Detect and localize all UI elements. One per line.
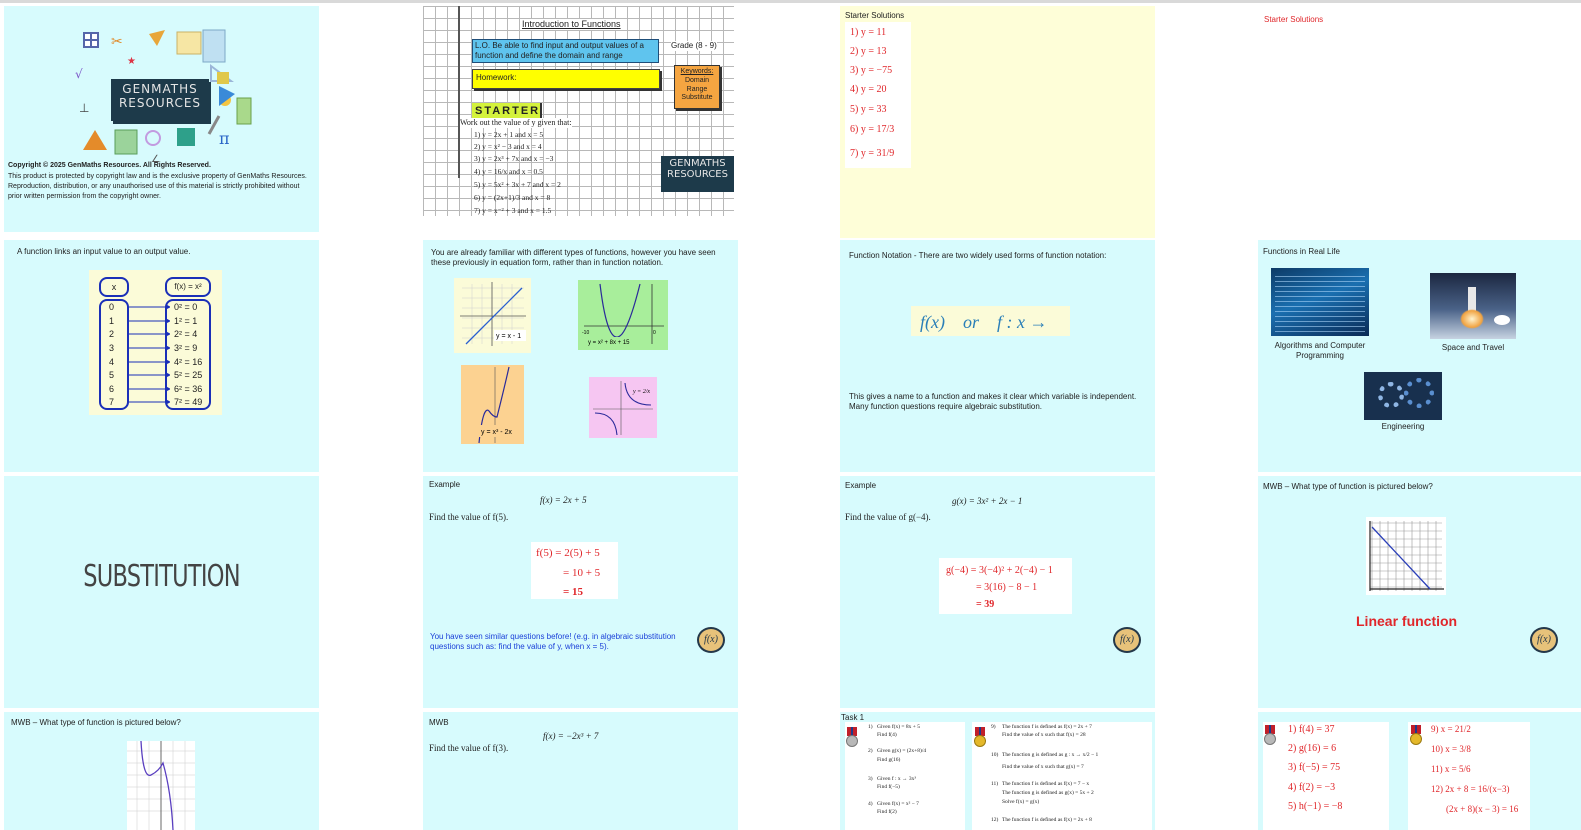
answer-item: 3) y = −75 xyxy=(850,65,893,76)
homework-field[interactable]: Homework: xyxy=(472,69,660,89)
task-item-line: Find f(2) xyxy=(877,809,897,815)
slide-function-mapping[interactable] xyxy=(4,240,319,472)
mwb-question: Find the value of f(3). xyxy=(429,743,509,753)
slide-example-1[interactable] xyxy=(423,476,738,708)
slide-starter-solutions-2[interactable] xyxy=(1258,6,1573,238)
function-definition: g(x) = 3x² + 2x − 1 xyxy=(952,496,1023,506)
output-value: 7² = 49 xyxy=(174,397,203,407)
image-caption: Algorithms and Computer Programming xyxy=(1274,341,1366,360)
tick-label: 0 xyxy=(653,330,656,336)
task-item-number: 1) xyxy=(868,724,873,730)
graph-label: y = x - 1 xyxy=(496,333,522,340)
quadratic-graph-plot xyxy=(578,280,668,350)
working-line: = 15 xyxy=(563,586,584,598)
task-item-number: 9) xyxy=(991,724,996,730)
input-value: 0 xyxy=(109,302,115,312)
starter-question: 6) y = (2x+1)/3 and x = 8 xyxy=(474,193,551,202)
example-label: Example xyxy=(429,480,461,489)
output-value: 0² = 0 xyxy=(174,302,198,312)
logo-text: RESOURCES xyxy=(118,96,202,110)
slide-function-notation[interactable] xyxy=(840,240,1155,472)
input-value: 6 xyxy=(109,384,115,394)
slide-title: MWB – What type of function is pictured below? xyxy=(11,718,181,727)
answer-item: 1) f(4) = 37 xyxy=(1288,724,1335,735)
slide-text: Function Notation - There are two widely used forms of function notation: xyxy=(849,251,1107,260)
input-value: 7 xyxy=(109,397,115,407)
output-value: 4² = 16 xyxy=(174,357,203,367)
task-item-number: 3) xyxy=(868,776,873,782)
answer-item: 5) y = 33 xyxy=(850,104,887,115)
task-item-line: Given f(x) = 8x + 5 xyxy=(877,724,921,730)
keywords-box xyxy=(674,65,720,109)
graph-label: y = 2/x xyxy=(633,389,651,395)
slide-text: A function links an input value to an output value. xyxy=(17,247,191,256)
task-item-line: Find g(16) xyxy=(877,757,901,763)
gold-medal-icon xyxy=(1410,725,1422,747)
input-value: 5 xyxy=(109,370,115,380)
function-definition: f(x) = 2x + 5 xyxy=(540,495,587,505)
code-image xyxy=(1271,268,1369,336)
slide-title: Starter Solutions xyxy=(845,11,905,20)
starter-question: 5) y = 5x² + 3x + 7 and x = 2 xyxy=(474,180,561,189)
answer-item: 1) y = 11 xyxy=(850,27,887,38)
slide-real-life[interactable] xyxy=(1258,240,1581,472)
answer-item: 2) g(16) = 6 xyxy=(1288,743,1337,754)
answer-item: 10) x = 3/8 xyxy=(1431,744,1471,754)
answer-item: 5) h(−1) = −8 xyxy=(1288,801,1343,812)
slide-lesson-intro[interactable] xyxy=(423,6,734,216)
task-item-line: Solve f(x) = g(x) xyxy=(1002,799,1040,805)
space-image xyxy=(1430,273,1516,339)
answer-item: 7) y = 31/9 xyxy=(850,148,895,159)
margin-line xyxy=(458,6,460,178)
input-value: 2 xyxy=(109,329,115,339)
grade-label: Grade (8 - 9) xyxy=(671,41,717,50)
working-line: f(5) = 2(5) + 5 xyxy=(536,547,600,559)
task-item-number: 4) xyxy=(868,801,873,807)
slide-title: Functions in Real Life xyxy=(1263,247,1340,256)
answer-item: 4) y = 20 xyxy=(850,84,887,95)
input-value: 1 xyxy=(109,316,115,326)
input-header-label: x xyxy=(111,282,117,292)
logo xyxy=(111,79,209,121)
output-value: 5² = 25 xyxy=(174,370,203,380)
task-item-line: Given f : x → 3x³ xyxy=(877,776,917,782)
gold-medal-icon xyxy=(974,727,986,749)
starter-prompt: Work out the value of y given that: xyxy=(460,118,572,127)
task-item-line: The function f is defined as f(x) = 2x + 8 xyxy=(1002,817,1092,823)
notation-forms: f(x) or f : x → xyxy=(920,312,1048,332)
example-label: Example xyxy=(845,481,877,490)
mapping-arrows xyxy=(126,300,170,410)
engineering-image xyxy=(1364,372,1442,420)
starter-question: 3) y = 2x³ + 7x and x = −3 xyxy=(474,154,554,163)
function-definition: f(x) = −2x³ + 7 xyxy=(543,731,599,741)
reciprocal-graph-plot xyxy=(589,377,657,438)
copyright-body: This product is protected by copyright law and is the exclusive property of GenMaths Resources. Reproduction, distribution, or any unauthorised use of this material is strictly prohibited without prior written permission from the copyright owner. xyxy=(8,173,307,201)
top-border xyxy=(0,0,1581,3)
reciprocal-graph xyxy=(589,377,657,438)
task-item-number: 2) xyxy=(868,748,873,754)
slide-text: You are already familiar with different types of functions, however you have seen these previously in equation form, rather than in function notation. xyxy=(431,248,716,267)
cubic-plot xyxy=(127,741,195,830)
slide-title-cover[interactable] xyxy=(4,6,319,232)
linear-plot xyxy=(1366,517,1446,595)
answer-item: 2) y = 13 xyxy=(850,46,887,57)
function-fx-icon[interactable]: f(x) xyxy=(1530,627,1558,653)
function-fx-icon[interactable]: f(x) xyxy=(697,627,725,653)
slide-mwb-cubic[interactable] xyxy=(4,712,319,830)
keyword: Substitute xyxy=(681,94,713,102)
task-item-number: 10) xyxy=(991,752,999,758)
task-item-line: Find f(−5) xyxy=(877,784,900,790)
logo xyxy=(661,156,734,192)
quadratic-graph xyxy=(578,280,668,350)
task-item-number: 12) xyxy=(991,817,999,823)
slide-body: This gives a name to a function and makes it clear which variable is independent. Many function questions require algebraic substitution. xyxy=(849,392,1137,411)
answer-item: 9) x = 21/2 xyxy=(1431,724,1471,734)
task-title: Task 1 xyxy=(841,713,865,722)
linear-graph-plot xyxy=(454,278,531,353)
working-line: = 10 + 5 xyxy=(563,567,601,579)
tick-label: -10 xyxy=(582,330,590,336)
slide-section-substitution[interactable] xyxy=(4,476,319,708)
task-item-line: Find the value of x such that f(x) = 28 xyxy=(1002,732,1086,738)
slide-mwb-question[interactable] xyxy=(423,712,738,830)
working-line: = 3(16) − 8 − 1 xyxy=(976,582,1038,593)
slide-mwb-linear[interactable] xyxy=(1258,476,1581,708)
starter-question: 1) y = 2x + 1 and x = 5 xyxy=(474,130,544,139)
input-value: 4 xyxy=(109,357,115,367)
section-title: SUBSTITUTION xyxy=(83,559,240,594)
slide-example-2[interactable] xyxy=(840,476,1155,708)
task-item-line: Given f(x) = x² − 7 xyxy=(877,801,919,807)
function-fx-icon[interactable]: f(x) xyxy=(1113,627,1141,653)
slide-task-1[interactable] xyxy=(840,712,1155,830)
linear-plot-svg xyxy=(1366,517,1446,595)
svg-text:⊥: ⊥ xyxy=(79,101,90,115)
image-caption: Space and Travel xyxy=(1441,343,1505,352)
task-item-line: The function f is defined as f(x) = 7 − x xyxy=(1002,781,1090,787)
answer-label: Linear function xyxy=(1356,613,1458,629)
cubic-graph-plot xyxy=(461,365,524,444)
logo-text: RESOURCES xyxy=(667,169,728,180)
keyword: Range xyxy=(686,85,708,93)
logo-text: GENMATHS xyxy=(122,82,198,96)
example-question: Find the value of f(5). xyxy=(429,512,509,522)
copyright-title: Copyright © 2025 GenMaths Resources. All Rights Reserved. xyxy=(8,162,211,169)
starter-question: 2) y = x² − 3 and x = 4 xyxy=(474,142,542,151)
answer-item: (2x + 8)(x − 3) = 16 xyxy=(1446,804,1519,814)
output-header-label: f(x) = x² xyxy=(174,282,202,291)
keywords-heading: Keywords: xyxy=(680,68,714,75)
cubic-graph xyxy=(461,365,524,444)
answer-item: 11) x = 5/6 xyxy=(1431,764,1471,774)
svg-text:π: π xyxy=(219,129,230,148)
answer-panel-left xyxy=(1263,722,1389,830)
slide-function-types[interactable] xyxy=(423,240,738,472)
working-line: g(−4) = 3(−4)² + 2(−4) − 1 xyxy=(946,565,1053,576)
slide-title: MWB xyxy=(429,718,449,727)
output-value: 6² = 36 xyxy=(174,384,203,394)
keyword: Domain xyxy=(684,76,710,84)
task-item-line: Find f(4) xyxy=(877,732,897,738)
slide-title: Starter Solutions xyxy=(1264,15,1324,24)
silver-medal-icon xyxy=(1264,725,1276,747)
starter-label: STARTER xyxy=(472,103,542,118)
output-value: 2² = 4 xyxy=(174,329,198,339)
starter-question: 7) y = x⁻² + 3 and x = 1.5 xyxy=(474,206,552,215)
graph-label: y = x³ - 2x xyxy=(481,429,512,436)
working-line: = 39 xyxy=(976,599,995,610)
svg-text:∠: ∠ xyxy=(151,154,160,164)
answer-item: 3) f(−5) = 75 xyxy=(1288,762,1341,773)
output-value: 3² = 9 xyxy=(174,343,198,353)
task-item-line: The function g is defined as g(x) = 5x + 2 xyxy=(1002,790,1094,796)
answers-panel xyxy=(845,22,911,168)
slide-starter-solutions[interactable] xyxy=(840,6,1155,238)
slide-task-1-answers[interactable] xyxy=(1258,712,1581,830)
example-question: Find the value of g(−4). xyxy=(845,512,931,522)
svg-text:√: √ xyxy=(75,67,83,81)
graph-label: y = x² + 8x + 15 xyxy=(588,340,630,346)
hint-note: You have seen similar questions before! (e.g. in algebraic substitution questions such as: find the value of y, when x = 5). xyxy=(430,632,676,651)
task-item-line: The function g is defined as g : x → x/2 − 1 xyxy=(1002,752,1099,758)
output-value: 1² = 1 xyxy=(174,316,198,326)
silver-medal-icon xyxy=(846,727,858,749)
task-item-line: Find the value of x such that g(x) = 7 xyxy=(1002,764,1084,770)
logo-text: GENMATHS xyxy=(669,158,726,169)
answer-item: 6) y = 17/3 xyxy=(850,124,895,135)
svg-text:✂: ✂ xyxy=(111,34,123,50)
task-item-number: 11) xyxy=(991,781,999,787)
linear-graph xyxy=(454,278,531,353)
answer-item: 12) 2x + 8 = 16/(x−3) xyxy=(1431,784,1510,794)
starter-question: 4) y = 16/x and x = 0.5 xyxy=(474,167,543,176)
slide-title: MWB – What type of function is pictured below? xyxy=(1263,482,1433,491)
input-value: 3 xyxy=(109,343,115,353)
learning-objective: L.O. Be able to find input and output values of a function and define the domain and range xyxy=(472,39,659,63)
task-item-line: Given g(x) = (2x+8)/4 xyxy=(877,748,927,754)
cubic-plot-svg xyxy=(127,741,195,830)
answer-item: 4) f(2) = −3 xyxy=(1288,782,1336,793)
svg-text:★: ★ xyxy=(127,56,136,67)
lesson-title: Introduction to Functions xyxy=(522,19,621,29)
task-item-line: The function f is defined as f(x) = 2x + 7 xyxy=(1002,724,1092,730)
image-caption: Engineering xyxy=(1381,422,1425,431)
